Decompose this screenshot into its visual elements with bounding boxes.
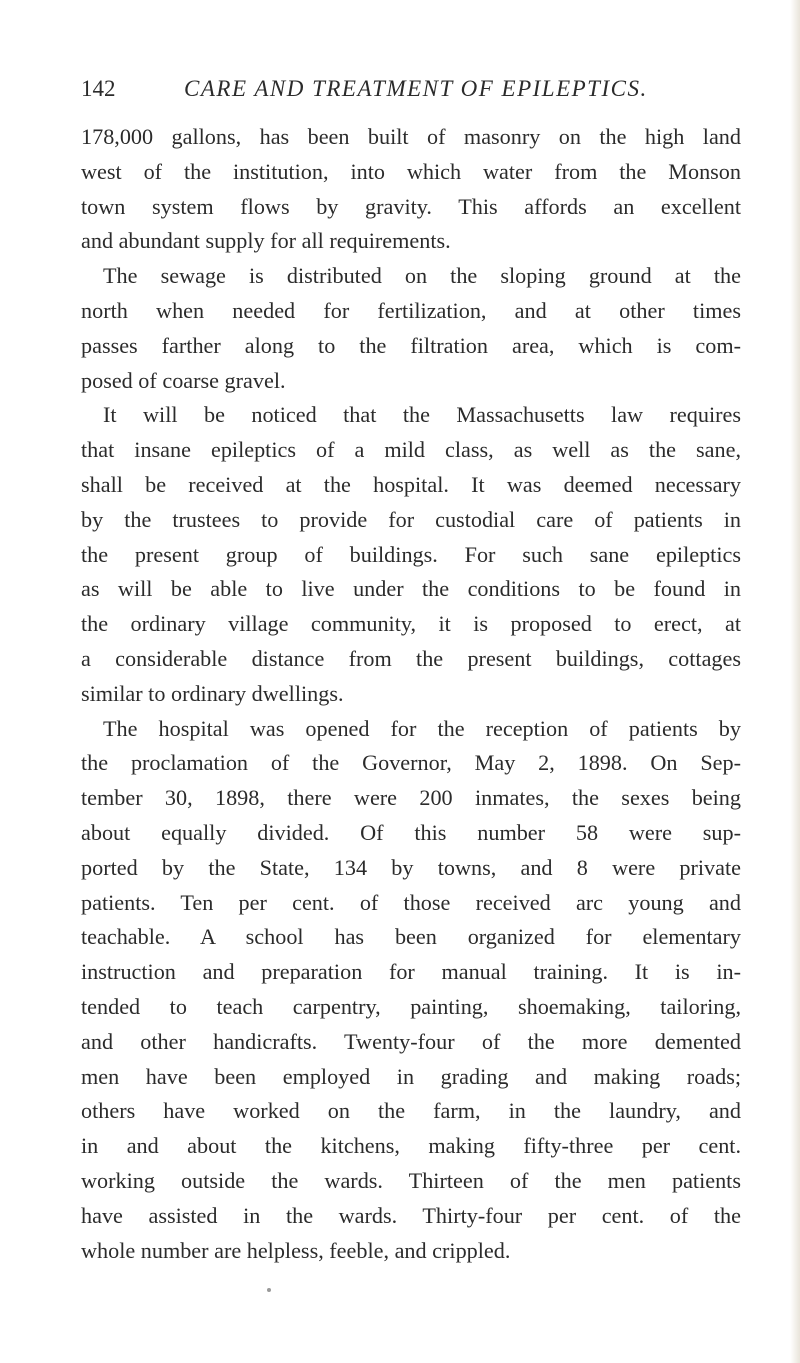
text-line: west of the institution, into which water from the Monson xyxy=(81,158,741,184)
text-line: a considerable distance from the present buildings, cottages xyxy=(81,645,741,671)
text-line: teachable. A school has been organized for elementary xyxy=(81,924,741,950)
text-line: 178,000 gallons, has been built of masonry on the high land xyxy=(81,124,741,149)
text-line: and other handicrafts. Twenty-four of the more demented xyxy=(81,1028,741,1054)
text-line: about equally divided. Of this number 58 were sup- xyxy=(81,819,741,845)
text-line: men have been employed in grading and making roads; xyxy=(81,1063,741,1089)
text-line: as will be able to live under the conditions to be found in xyxy=(81,576,741,602)
text-line: The sewage is distributed on the sloping ground at the xyxy=(103,263,741,289)
text-line: working outside the wards. Thirteen of the men patients xyxy=(81,1167,741,1193)
text-line: patients. Ten per cent. of those received arc young and xyxy=(81,889,741,915)
ink-speck xyxy=(267,1288,271,1292)
text-line: tended to teach carpentry, painting, shoemaking, tailoring, xyxy=(81,993,741,1019)
text-line: similar to ordinary dwellings. xyxy=(81,680,344,706)
text-line: the proclamation of the Governor, May 2, 1898. On Sep- xyxy=(81,750,741,776)
text-line: The hospital was opened for the reception of patients by xyxy=(103,715,741,741)
text-line: whole number are helpless, feeble, and crippled. xyxy=(81,1237,511,1263)
page-header xyxy=(81,76,741,106)
text-line: others have worked on the farm, in the laundry, and xyxy=(81,1098,741,1124)
text-line: town system flows by gravity. This affords an excellent xyxy=(81,193,741,219)
text-line: have assisted in the wards. Thirty-four per cent. of the xyxy=(81,1202,741,1228)
text-line: by the trustees to provide for custodial care of patients in xyxy=(81,506,741,532)
body-text xyxy=(81,120,741,1268)
text-line: the present group of buildings. For such sane epileptics xyxy=(81,541,741,567)
text-line: shall be received at the hospital. It was deemed necessary xyxy=(81,471,741,497)
running-title: CARE AND TREATMENT OF EPILEPTICS. xyxy=(184,76,648,101)
text-line: and abundant supply for all requirements. xyxy=(81,228,451,254)
text-line: north when needed for fertilization, and at other times xyxy=(81,297,741,323)
text-line: tember 30, 1898, there were 200 inmates, the sexes being xyxy=(81,785,741,811)
page-edge-shadow xyxy=(790,0,800,1363)
text-line: in and about the kitchens, making fifty-three per cent. xyxy=(81,1133,741,1159)
text-line: the ordinary village community, it is proposed to erect, at xyxy=(81,611,741,637)
text-line: ported by the State, 134 by towns, and 8 were private xyxy=(81,854,741,880)
text-line: posed of coarse gravel. xyxy=(81,367,286,393)
page-number: 142 xyxy=(81,76,116,101)
text-line: instruction and preparation for manual training. It is in- xyxy=(81,959,741,985)
text-line: It will be noticed that the Massachusetts law requires xyxy=(103,402,741,428)
text-line: that insane epileptics of a mild class, as well as the sane, xyxy=(81,437,741,463)
text-line: passes farther along to the filtration area, which is com- xyxy=(81,332,741,358)
